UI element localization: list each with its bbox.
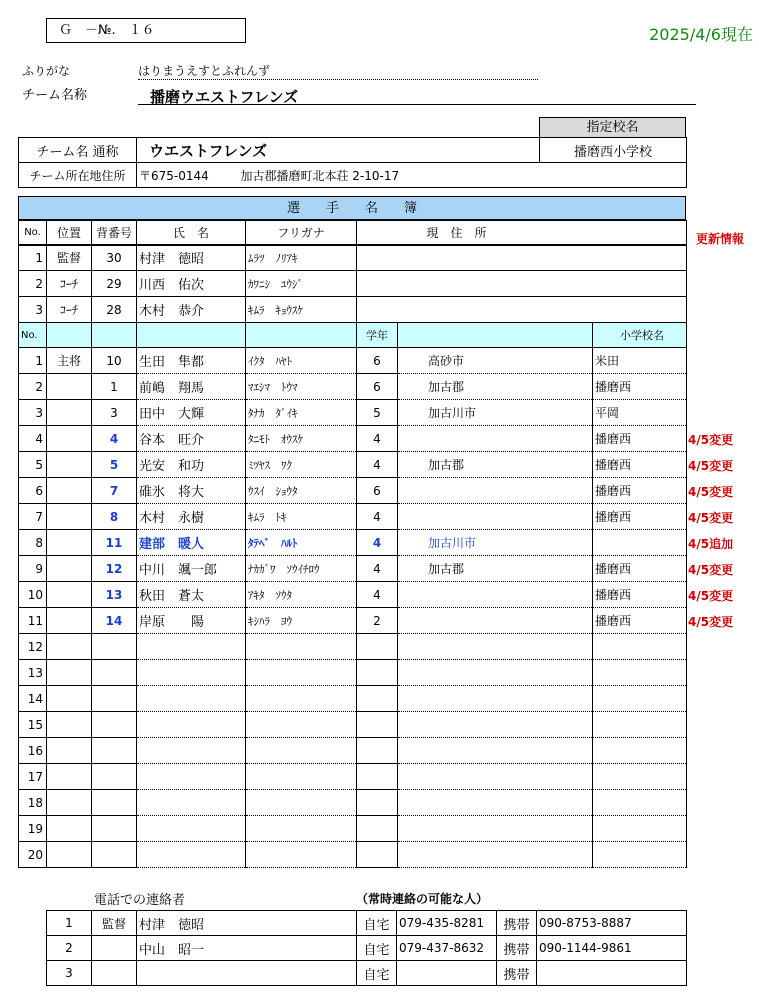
staff-name: 川西 佑次 xyxy=(137,271,246,297)
staff-row xyxy=(19,271,687,297)
player-number: 3 xyxy=(92,400,137,426)
player-position xyxy=(47,634,92,660)
player-kana: ﾀﾃﾍﾞ ﾊﾙﾄ xyxy=(246,530,357,556)
player-no: 13 xyxy=(19,660,47,686)
player-position xyxy=(47,530,92,556)
roster-header-cell: フリガナ xyxy=(246,221,357,245)
staff-no: 3 xyxy=(19,297,47,323)
staff-position: ｺｰﾁ xyxy=(47,271,92,297)
player-kana xyxy=(246,842,357,868)
player-name xyxy=(137,842,246,868)
player-row xyxy=(19,582,687,608)
contact-mobile-label: 携帯 xyxy=(497,911,537,936)
player-grade xyxy=(357,712,398,738)
roster-header-cell: 位置 xyxy=(47,221,92,245)
player-grade: 2 xyxy=(357,608,398,634)
player-position xyxy=(47,712,92,738)
player-number: 14 xyxy=(92,608,137,634)
player-school: 播磨西 xyxy=(593,452,687,478)
common-name-label: チーム名 通称 xyxy=(19,138,137,163)
player-no: 2 xyxy=(19,374,47,400)
staff-row xyxy=(19,297,687,323)
designated-school-value: 播磨西小学校 xyxy=(540,138,687,163)
staff-no: 2 xyxy=(19,271,47,297)
furigana-label: ふりがな xyxy=(22,64,71,78)
update-note: 4/5変更 xyxy=(688,433,734,447)
player-position xyxy=(47,764,92,790)
player-row xyxy=(19,842,687,868)
player-no: 18 xyxy=(19,790,47,816)
player-no: 12 xyxy=(19,634,47,660)
player-header-blank xyxy=(137,323,246,348)
player-address: 加古郡 xyxy=(398,452,593,478)
staff-number: 28 xyxy=(92,297,137,323)
player-number xyxy=(92,790,137,816)
roster-header-cell: 現 住 所 xyxy=(357,221,687,245)
player-position xyxy=(47,504,92,530)
player-no: 6 xyxy=(19,478,47,504)
contact-role xyxy=(92,936,137,961)
player-row xyxy=(19,712,687,738)
player-row xyxy=(19,504,687,530)
player-header-blank xyxy=(47,323,92,348)
player-name: 碓氷 将大 xyxy=(137,478,246,504)
contact-name: 村津 徳昭 xyxy=(137,911,357,936)
staff-kana: ｷﾑﾗ ｷｮｳｽｹ xyxy=(246,297,357,323)
staff-no: 1 xyxy=(19,245,47,271)
player-position xyxy=(47,478,92,504)
player-name: 秋田 蒼太 xyxy=(137,582,246,608)
contact-no: 2 xyxy=(47,936,92,961)
update-note: 4/5変更 xyxy=(688,615,734,629)
address-cell xyxy=(137,163,687,188)
staff-name: 村津 徳昭 xyxy=(137,245,246,271)
player-address xyxy=(398,738,593,764)
player-number: 4 xyxy=(92,426,137,452)
player-position: 主将 xyxy=(47,348,92,374)
player-position xyxy=(47,790,92,816)
player-no: 3 xyxy=(19,400,47,426)
contact-home-label: 自宅 xyxy=(357,911,397,936)
contact-home-phone: 079-437-8632 xyxy=(397,936,497,961)
player-number xyxy=(92,764,137,790)
player-address: 加古郡 xyxy=(398,556,593,582)
contacts-title: 電話での連絡者 xyxy=(94,893,186,908)
player-school xyxy=(593,660,687,686)
player-name: 田中 大輝 xyxy=(137,400,246,426)
roster-header-cell: 背番号 xyxy=(92,221,137,245)
player-row xyxy=(19,634,687,660)
player-name: 中川 颯一郎 xyxy=(137,556,246,582)
player-no: 10 xyxy=(19,582,47,608)
postal-code: 〒675-0144 xyxy=(139,168,209,183)
roster-header-cell: 氏 名 xyxy=(137,221,246,245)
player-school: 播磨西 xyxy=(593,556,687,582)
contact-name: 中山 昭一 xyxy=(137,936,357,961)
player-position xyxy=(47,556,92,582)
player-row xyxy=(19,426,687,452)
staff-kana: ﾑﾗﾂ ﾉﾘｱｷ xyxy=(246,245,357,271)
contact-mobile-phone: 090-8753-8887 xyxy=(537,911,687,936)
staff-row xyxy=(19,245,687,271)
player-no: 16 xyxy=(19,738,47,764)
player-grade xyxy=(357,816,398,842)
staff-position: ｺｰﾁ xyxy=(47,297,92,323)
player-row xyxy=(19,660,687,686)
player-number: 5 xyxy=(92,452,137,478)
player-header-blank xyxy=(246,323,357,348)
player-school xyxy=(593,842,687,868)
player-position xyxy=(47,400,92,426)
player-address xyxy=(398,634,593,660)
player-row xyxy=(19,452,687,478)
as-of-date: 2025/4/6現在 xyxy=(649,25,753,44)
contact-no: 1 xyxy=(47,911,92,936)
common-name-value: ウエストフレンズ xyxy=(137,138,540,163)
update-info-label: 更新情報 xyxy=(696,232,745,246)
player-position xyxy=(47,816,92,842)
player-kana: ｷｼﾊﾗ ﾖｳ xyxy=(246,608,357,634)
staff-position: 監督 xyxy=(47,245,92,271)
roster-header-cell: No. xyxy=(19,221,47,245)
player-no: 15 xyxy=(19,712,47,738)
player-row xyxy=(19,478,687,504)
staff-kana: ｶﾜﾆｼ ﾕｳｼﾞ xyxy=(246,271,357,297)
player-name: 岸原 陽 xyxy=(137,608,246,634)
player-address: 加古郡 xyxy=(398,374,593,400)
contacts-table xyxy=(46,910,687,986)
player-kana xyxy=(246,738,357,764)
player-school xyxy=(593,790,687,816)
player-school: 播磨西 xyxy=(593,478,687,504)
player-no: 1 xyxy=(19,348,47,374)
player-row xyxy=(19,400,687,426)
player-number: 8 xyxy=(92,504,137,530)
player-kana xyxy=(246,764,357,790)
player-kana xyxy=(246,686,357,712)
player-row xyxy=(19,686,687,712)
player-header-grade: 学年 xyxy=(357,323,398,348)
player-school xyxy=(593,764,687,790)
player-grade xyxy=(357,660,398,686)
player-grade: 4 xyxy=(357,582,398,608)
update-note: 4/5変更 xyxy=(688,485,734,499)
player-position xyxy=(47,660,92,686)
contact-role xyxy=(92,961,137,986)
address: 加古郡播磨町北本荘 2-10-17 xyxy=(240,168,400,183)
player-grade: 4 xyxy=(357,530,398,556)
player-position xyxy=(47,426,92,452)
player-address xyxy=(398,426,593,452)
player-no: 8 xyxy=(19,530,47,556)
player-address xyxy=(398,712,593,738)
player-row xyxy=(19,374,687,400)
contact-row xyxy=(47,911,687,936)
roster-title: 選 手 名 簿 xyxy=(18,196,686,220)
player-name xyxy=(137,816,246,842)
contact-role: 監督 xyxy=(92,911,137,936)
player-school: 播磨西 xyxy=(593,374,687,400)
player-number xyxy=(92,712,137,738)
player-address xyxy=(398,764,593,790)
player-address xyxy=(398,660,593,686)
player-position xyxy=(47,374,92,400)
player-kana xyxy=(246,634,357,660)
contacts-subtitle: （常時連絡の可能な人） xyxy=(356,892,489,906)
update-note: 4/5変更 xyxy=(688,459,734,473)
player-position xyxy=(47,738,92,764)
designated-school-label: 指定校名 xyxy=(539,117,686,138)
furigana-value: はりまうえすとふれんず xyxy=(138,62,538,80)
player-address: 加古川市 xyxy=(398,400,593,426)
player-grade: 6 xyxy=(357,374,398,400)
player-no: 9 xyxy=(19,556,47,582)
player-header-blank xyxy=(92,323,137,348)
player-name xyxy=(137,790,246,816)
player-kana: ﾐﾂﾔｽ ﾜｸ xyxy=(246,452,357,478)
player-address: 加古川市 xyxy=(398,530,593,556)
player-address xyxy=(398,478,593,504)
player-no: 14 xyxy=(19,686,47,712)
player-address xyxy=(398,504,593,530)
player-number: 1 xyxy=(92,374,137,400)
roster-header-row xyxy=(19,221,687,245)
player-name: 生田 隼都 xyxy=(137,348,246,374)
player-kana: ﾅｶｶﾞﾜ ｿｳｲﾁﾛｳ xyxy=(246,556,357,582)
player-number xyxy=(92,686,137,712)
contact-home-phone xyxy=(397,961,497,986)
contact-mobile-label: 携帯 xyxy=(497,961,537,986)
contact-home-label: 自宅 xyxy=(357,961,397,986)
player-no: 20 xyxy=(19,842,47,868)
player-row xyxy=(19,816,687,842)
player-position xyxy=(47,686,92,712)
player-grade xyxy=(357,634,398,660)
player-kana xyxy=(246,712,357,738)
player-address xyxy=(398,582,593,608)
address-label: チーム所在地住所 xyxy=(19,163,137,188)
player-position xyxy=(47,452,92,478)
player-grade: 4 xyxy=(357,504,398,530)
staff-name: 木村 恭介 xyxy=(137,297,246,323)
player-address xyxy=(398,608,593,634)
player-no: 11 xyxy=(19,608,47,634)
update-note: 4/5変更 xyxy=(688,511,734,525)
player-school: 播磨西 xyxy=(593,608,687,634)
player-school: 米田 xyxy=(593,348,687,374)
player-row xyxy=(19,738,687,764)
contact-row xyxy=(47,936,687,961)
player-grade: 6 xyxy=(357,478,398,504)
player-school: 播磨西 xyxy=(593,582,687,608)
player-name: 前嶋 翔馬 xyxy=(137,374,246,400)
update-note: 4/5変更 xyxy=(688,589,734,603)
player-position xyxy=(47,842,92,868)
player-number: 13 xyxy=(92,582,137,608)
player-no: 17 xyxy=(19,764,47,790)
contact-mobile-label: 携帯 xyxy=(497,936,537,961)
contact-no: 3 xyxy=(47,961,92,986)
player-header-no: No. xyxy=(19,323,47,348)
player-header-row xyxy=(19,323,687,348)
g-number-box xyxy=(46,18,246,43)
player-row xyxy=(19,556,687,582)
player-school xyxy=(593,634,687,660)
player-position xyxy=(47,582,92,608)
player-grade xyxy=(357,842,398,868)
player-name xyxy=(137,712,246,738)
contact-row xyxy=(47,961,687,986)
player-address xyxy=(398,842,593,868)
player-address xyxy=(398,816,593,842)
player-position xyxy=(47,608,92,634)
player-name: 谷本 旺介 xyxy=(137,426,246,452)
player-row xyxy=(19,790,687,816)
player-number xyxy=(92,634,137,660)
player-grade xyxy=(357,790,398,816)
player-no: 4 xyxy=(19,426,47,452)
player-school xyxy=(593,530,687,556)
player-grade xyxy=(357,738,398,764)
update-note: 4/5追加 xyxy=(688,537,734,551)
player-grade: 4 xyxy=(357,556,398,582)
g-number: Ｇ －№. １６ xyxy=(59,23,155,38)
player-address: 高砂市 xyxy=(398,348,593,374)
player-school: 播磨西 xyxy=(593,504,687,530)
staff-address xyxy=(357,245,687,271)
contact-home-phone: 079-435-8281 xyxy=(397,911,497,936)
player-school: 平岡 xyxy=(593,400,687,426)
player-grade: 6 xyxy=(357,348,398,374)
player-grade: 5 xyxy=(357,400,398,426)
roster-table xyxy=(18,220,687,868)
player-row xyxy=(19,530,687,556)
update-note: 4/5変更 xyxy=(688,563,734,577)
contact-name xyxy=(137,961,357,986)
player-kana: ｱｷﾀ ｿｳﾀ xyxy=(246,582,357,608)
player-grade xyxy=(357,764,398,790)
player-kana: ﾀﾆﾓﾄ ｵｳｽｹ xyxy=(246,426,357,452)
team-info-table xyxy=(18,137,687,188)
player-grade: 4 xyxy=(357,452,398,478)
team-name-value: 播磨ウエストフレンズ xyxy=(138,86,696,105)
player-school xyxy=(593,816,687,842)
player-name: 木村 永樹 xyxy=(137,504,246,530)
player-name xyxy=(137,660,246,686)
player-kana: ﾏｴｼﾏ ﾄｳﾏ xyxy=(246,374,357,400)
player-name xyxy=(137,634,246,660)
player-row xyxy=(19,764,687,790)
staff-address xyxy=(357,271,687,297)
team-name-label: チーム名称 xyxy=(22,88,88,103)
player-no: 7 xyxy=(19,504,47,530)
player-kana: ｷﾑﾗ ﾄｷ xyxy=(246,504,357,530)
player-kana: ｲｸﾀ ﾊﾔﾄ xyxy=(246,348,357,374)
player-number xyxy=(92,842,137,868)
player-header-school: 小学校名 xyxy=(593,323,687,348)
player-number xyxy=(92,738,137,764)
player-name: 光安 和功 xyxy=(137,452,246,478)
staff-number: 29 xyxy=(92,271,137,297)
player-grade xyxy=(357,686,398,712)
player-grade: 4 xyxy=(357,426,398,452)
player-kana xyxy=(246,790,357,816)
player-school xyxy=(593,686,687,712)
player-name xyxy=(137,764,246,790)
player-number xyxy=(92,660,137,686)
player-name xyxy=(137,686,246,712)
player-name xyxy=(137,738,246,764)
player-school xyxy=(593,712,687,738)
player-number xyxy=(92,816,137,842)
player-row xyxy=(19,348,687,374)
player-number: 10 xyxy=(92,348,137,374)
player-no: 5 xyxy=(19,452,47,478)
player-header-blank xyxy=(398,323,593,348)
staff-address xyxy=(357,297,687,323)
player-school: 播磨西 xyxy=(593,426,687,452)
player-number: 12 xyxy=(92,556,137,582)
player-kana: ｳｽｲ ｼｮｳﾀ xyxy=(246,478,357,504)
player-name: 建部 暖人 xyxy=(137,530,246,556)
player-kana: ﾀﾅｶ ﾀﾞｲｷ xyxy=(246,400,357,426)
player-row xyxy=(19,608,687,634)
player-kana xyxy=(246,660,357,686)
player-number: 7 xyxy=(92,478,137,504)
staff-number: 30 xyxy=(92,245,137,271)
player-kana xyxy=(246,816,357,842)
contact-home-label: 自宅 xyxy=(357,936,397,961)
player-school xyxy=(593,738,687,764)
player-no: 19 xyxy=(19,816,47,842)
contact-mobile-phone xyxy=(537,961,687,986)
player-address xyxy=(398,686,593,712)
player-address xyxy=(398,790,593,816)
player-number: 11 xyxy=(92,530,137,556)
contact-mobile-phone: 090-1144-9861 xyxy=(537,936,687,961)
